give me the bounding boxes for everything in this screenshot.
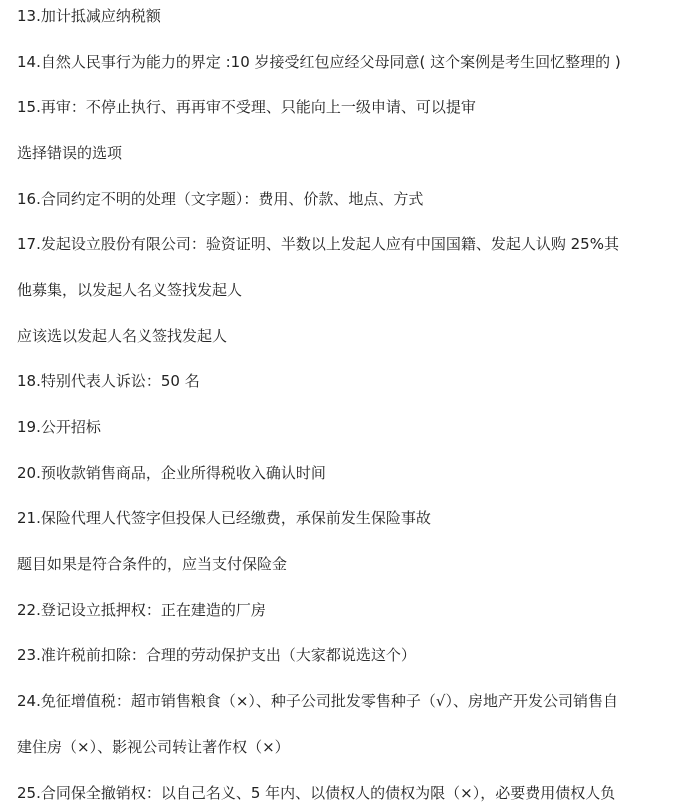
text-line: 19.公开招标	[17, 418, 101, 436]
text-line: 16.合同约定不明的处理（文字题）：费用、价款、地点、方式	[17, 190, 424, 208]
text-line: 21.保险代理人代签字但投保人已经缴费，承保前发生保险事故	[17, 509, 431, 527]
text-line: 22.登记设立抵押权：正在建造的厂房	[17, 601, 266, 619]
text-line: 应该选以发起人名义签找发起人	[17, 327, 228, 345]
text-line: 选择错误的选项	[17, 144, 123, 162]
text-line: 建住房（×）、影视公司转让著作权（×）	[17, 738, 290, 756]
text-line: 13.加计抵减应纳税额	[17, 7, 161, 25]
text-line: 他募集，以发起人名义签找发起人	[17, 281, 243, 299]
text-line: 20.预收款销售商品，企业所得税收入确认时间	[17, 464, 326, 482]
text-line: 23.准许税前扣除：合理的劳动保护支出（大家都说选这个）	[17, 646, 416, 664]
text-line: 15.再审：不停止执行、再再审不受理、只能向上一级申请、可以提审	[17, 98, 476, 116]
text-line: 17.发起设立股份有限公司：验资证明、半数以上发起人应有中国国籍、发起人认购 25%其	[17, 235, 619, 253]
text-line: 18.特别代表人诉讼：50 名	[17, 372, 200, 390]
text-line: 24.免征增值税：超市销售粮食（×）、种子公司批发零售种子（√）、房地产开发公司销售自	[17, 692, 618, 710]
text-line: 14.自然人民事行为能力的界定 :10 岁接受红包应经父母同意( 这个案例是考生回忆整理的 )	[17, 53, 621, 71]
text-line: 25.合同保全撤销权：以自己名义、5 年内、以债权人的债权为限（×），必要费用债权人负	[17, 784, 616, 802]
text-line: 题目如果是符合条件的，应当支付保险金	[17, 555, 288, 573]
